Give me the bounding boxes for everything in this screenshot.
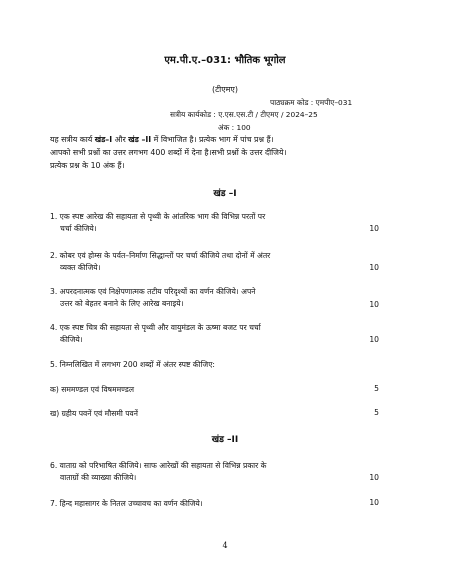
question-text: ख) ग्रहीय पवनें एवं मौसमी पवनें: [50, 409, 138, 418]
intro-text: में विभाजित है। प्रत्येक भाग में पांच प्रश्न हैं।: [151, 135, 274, 144]
question-text: कीजिये।: [60, 335, 83, 344]
question-6-marks: 10: [369, 473, 379, 482]
intro-section-2: खंड –II: [128, 135, 152, 144]
question-text: 1. एक स्पष्ट आरेख की सहायता से पृथ्वी के आंतरिक भाग की विभिन्न परतों पर: [50, 212, 266, 221]
question-4: [50, 322, 350, 346]
question-4-marks: 10: [369, 335, 379, 344]
intro-line-1: [50, 135, 274, 145]
section-1-title: खंड –I: [213, 189, 237, 199]
question-text: 6. वाताग्र को परिभाषित कीजिये। साफ आरेखों की सहायता से विभिन्न प्रकार के: [50, 461, 267, 470]
question-text: 2. कोबर एवं होम्स के पर्वत–निर्माण सिद्धान्तों पर चर्चा कीजिये तथा दोनों में अंतर: [50, 251, 271, 260]
medium-label: (टीएमए): [212, 85, 238, 94]
question-text: व्यक्त कीजिये।: [60, 263, 101, 272]
question-text: 4. एक स्पष्ट चित्र की सहायता से पृथ्वी और वायुमंडल के ऊष्मा बजट पर चर्चा: [50, 323, 261, 332]
question-text: 7. हिन्द महासागर के नितल उच्चावच का वर्णन कीजिये।: [50, 499, 203, 508]
question-5a-marks: 5: [374, 384, 379, 393]
question-2-marks: 10: [369, 263, 379, 272]
document-title: एम.पी.ए.–031: भौतिक भूगोल: [164, 55, 286, 66]
section-2-title: खंड –II: [211, 435, 239, 445]
intro-section-1: खंड–I: [94, 135, 113, 144]
page-number: 4: [222, 541, 228, 550]
intro-line-3: प्रत्येक प्रश्न के 10 अंक हैं।: [50, 161, 125, 170]
question-text: 5. निम्नलिखित में लगभग 200 शब्दों में अंतर स्पष्ट कीजिए:: [50, 360, 215, 369]
intro-line-2: आपको सभी प्रश्नों का उत्तर लगभग 400 शब्दों में देना है।सभी प्रश्नों के उत्तर दीजिये।: [50, 148, 287, 157]
question-text: 3. अपरदनात्मक एवं निक्षेपणात्मक तटीय परिदृश्यों का वर्णन कीजिये। अपने: [50, 287, 256, 296]
question-text: उत्तर को बेहतर बनाने के लिए आरेख बनाइये।: [60, 299, 184, 308]
question-5: [50, 359, 350, 371]
question-6: [50, 460, 350, 484]
question-5b: [50, 408, 350, 420]
question-text: क) सममण्डल एवं विषममण्डल: [50, 385, 134, 394]
question-1: [50, 211, 350, 235]
question-2: [50, 250, 350, 274]
assignment-code: सत्रीय कार्यकोड : ए.एस.एस.टी / टीएमए / 2024–25: [170, 110, 318, 119]
course-code: पाठ्यक्रम कोड : एमपीए–031: [270, 98, 353, 107]
intro-text: और: [112, 135, 129, 144]
question-text: चर्चा कीजिये।: [60, 224, 97, 233]
total-marks: अंक : 100: [218, 123, 251, 132]
intro-text: यह सत्रीय कार्य: [50, 135, 95, 144]
question-5b-marks: 5: [374, 408, 379, 417]
question-5a: [50, 384, 350, 396]
question-7-marks: 10: [369, 498, 379, 507]
question-text: वाताग्रों की व्याख्या कीजिये।: [60, 473, 137, 482]
question-3: [50, 286, 350, 310]
question-1-marks: 10: [369, 224, 379, 233]
question-7: [50, 498, 350, 510]
question-3-marks: 10: [369, 300, 379, 309]
